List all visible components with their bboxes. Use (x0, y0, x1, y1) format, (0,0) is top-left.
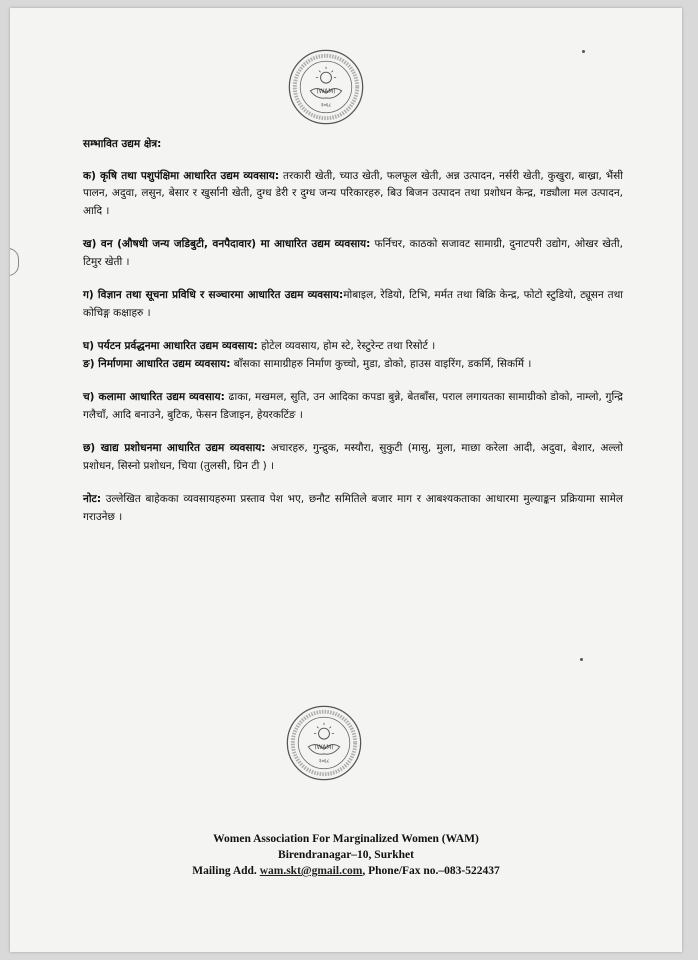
page-edge-mark (10, 248, 19, 276)
section-paragraph (83, 236, 623, 271)
email-link[interactable]: wam.skt@gmail.com (259, 865, 363, 877)
section-text: होटेल व्यवसाय, होम स्टे, रेस्टुरेन्ट तथा रिसोर्ट । (257, 340, 436, 352)
section-paragraph (83, 356, 623, 374)
document-body (83, 136, 623, 542)
section-lead: क) कृषि तथा पशुपंक्षिमा आधारित उद्यम व्यवसाय: (83, 169, 280, 182)
document-page (10, 8, 682, 952)
organization-seal-top (287, 48, 365, 126)
seal-icon (285, 704, 363, 782)
section-paragraph (83, 338, 623, 356)
seal-year-text: २०६८ (318, 758, 330, 765)
section-text: मोबाइल, रेडियो, टिभि, मर्मत तथा बिक्रि केन्द्र, फोटो स्टुडियो, ट्यूसन तथा कोचिङ्ग कक्षाहरु । (83, 289, 623, 319)
section-text: ढाका, मखमल, सुति, उन आदिका कपडा बुन्ने, बेतबाँस, पराल लगायतका सामाग्रीको डोको, नाम्लो, गुन्द्रि गलैचाँ, आदि बनाउने, बुटिक, फेसन डिजाइन, हेयरकटिंङ । (83, 391, 623, 421)
section-lead: ख) वन (औषधी जन्य जडिबुटी, वनपैदावार) मा आधारित उद्यम व्यवसाय: (83, 238, 371, 250)
section-paragraph (83, 168, 623, 221)
section-text: बाँसका सामाग्रीहरु निर्माण कुच्चो, मुडा, डोको, हाउस वाइरिंग, डकर्मि, सिकर्मि । (230, 357, 532, 370)
speck-mark (582, 50, 585, 53)
mailing-label: Mailing Add. (192, 865, 260, 877)
seal-year-text: २०६८ (320, 102, 332, 109)
section-lead: घ) पर्यटन प्रर्वद्धनमा आधारित उद्यम व्यवसाय: (83, 340, 258, 352)
section-lead: ङ) निर्माणमा आधारित उद्यम व्यवसाय: (83, 357, 231, 370)
organization-name: Women Association For Marginalized Women (WAM) (213, 833, 479, 845)
contact-line (10, 863, 682, 879)
section-paragraph (83, 440, 623, 475)
speck-mark (580, 658, 583, 661)
section-paragraph (83, 389, 623, 424)
section-paragraph (83, 491, 623, 526)
seal-center-text: (WAM) (314, 745, 334, 752)
organization-address: Birendranagar–10, Surkhet (278, 849, 414, 861)
organization-seal-bottom (285, 704, 363, 782)
section-lead: छ) खाद्य प्रशोधनमा आधारित उद्यम व्यवसाय: (83, 442, 266, 454)
section-text: फर्निचर, काठको सजावट सामाग्री, दुनाटपरी उद्योग, ओखर खेती, टिमुर खेती । (83, 238, 623, 268)
section-heading: सम्भावित उद्यम क्षेत्र: (83, 138, 162, 150)
section-lead: नोट: (83, 493, 102, 505)
section-text: तरकारी खेती, च्याउ खेती, फलफूल खेती, अन्न उत्पादन, नर्सरी खेती, कुखुरा, बाख्रा, भैंसी पालन, अदुवा, लसुन, बेसार र खुर्सानी खेती, दुग्ध डेरी र दुग्ध जन्य परिकारहरु, बिउ बिजन उत्पादन तथा प्रशोधन केन्द्र, गड्यौला मल उत्पादन, आदि । (83, 169, 623, 217)
phone-text: , Phone/Fax no.–083-522437 (362, 865, 500, 877)
section-text: उल्लेखित बाहेकका व्यवसायहरुमा प्रस्ताव पेश भए, छनौट समितिले बजार माग र आबश्यकताका आधारमा मुल्याङ्कन प्रक्रियामा सामेल गराउनेछ । (83, 493, 623, 523)
letterhead-footer (10, 831, 682, 879)
seal-center-text: (WAM) (316, 89, 336, 96)
section-paragraph (83, 287, 623, 322)
seal-icon (287, 48, 365, 126)
sections-list (83, 168, 623, 527)
section-text: अचारहरु, गुन्द्रुक, मस्यौरा, सुकुटी (मासु, मुला, माछा करेला आदी, अदुवा, बेशार, अल्लो प्रशोधन, सिस्नो प्रशोधन, चिया (तुलसी, ग्रिन टी ) । (83, 442, 623, 472)
section-lead: ग) विज्ञान तथा सूचना प्रविधि र सञ्चारमा आधारित उद्यम व्यवसाय: (83, 289, 344, 301)
section-lead: च) कलामा आधारित उद्यम व्यवसाय: (83, 391, 225, 403)
